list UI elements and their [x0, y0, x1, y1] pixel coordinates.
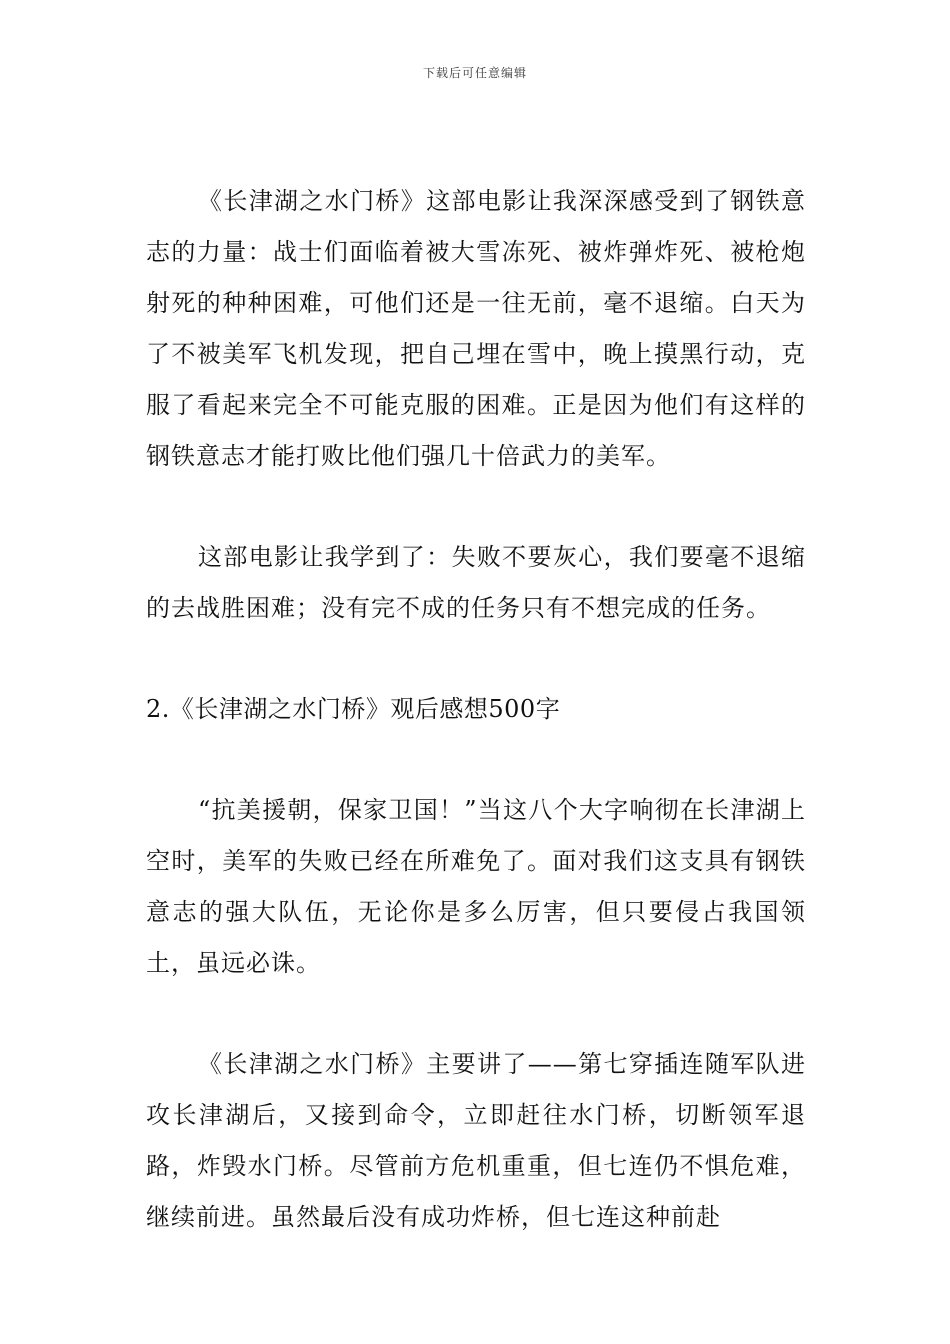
page-header: 下载后可任意编辑: [422, 66, 527, 80]
paragraph-4: 《长津湖之水门桥》主要讲了——第七穿插连随军队进攻长津湖后，又接到命令，立即赶往水门桥，切断领军退路，炸毁水门桥。尽管前方危机重重，但七连仍不惧危难，继续前进。虽然最后没有成功炸桥，但七连这种前赴: [146, 1050, 806, 1231]
paragraph-2: 这部电影让我学到了：失败不要灰心，我们要毫不退缩的去战胜困难；没有完不成的任务只有不想完成的任务。: [146, 543, 806, 622]
paragraph-1: 《长津湖之水门桥》这部电影让我深深感受到了钢铁意志的力量：战士们面临着被大雪冻死、被炸弹炸死、被枪炮射死的种种困难，可他们还是一往无前，毫不退缩。白天为了不被美军飞机发现，把自己埋在雪中，晚上摸黑行动，克服了看起来完全不可能克服的困难。正是因为他们有这样的钢铁意志才能打败比他们强几十倍武力的美军。: [146, 187, 806, 470]
paragraph-3: “抗美援朝，保家卫国！”当这八个大字响彻在长津湖上空时，美军的失败已经在所难免了。面对我们这支具有钢铁意志的强大队伍，无论你是多么厉害，但只要侵占我国领土，虽远必诛。: [146, 796, 806, 977]
section-heading: 2.《长津湖之水门桥》观后感想500字: [146, 695, 561, 723]
document-body: [146, 176, 806, 1243]
